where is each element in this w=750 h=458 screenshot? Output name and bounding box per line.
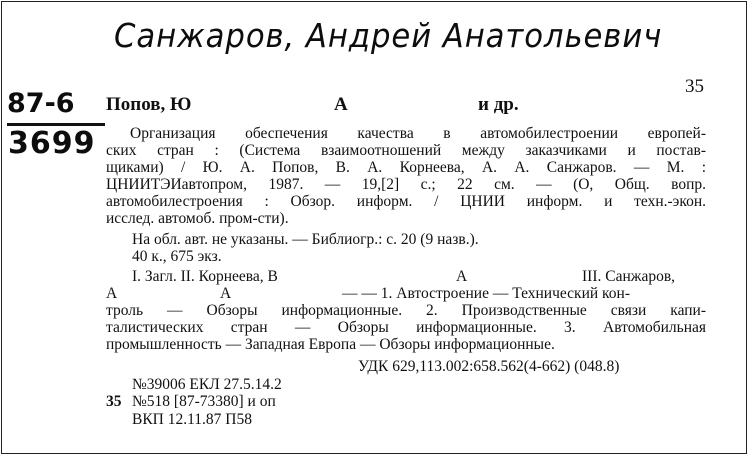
body-line: исслед. автомоб. пром-сти). — [106, 210, 289, 227]
handwritten-code-top: 87-6 — [7, 88, 75, 119]
catalog-card — [1, 1, 747, 454]
heading-initial: А — [334, 94, 348, 115]
heading-author: Попов, Ю — [106, 94, 192, 115]
subject-line: промышленность — Западная Европа — Обзоры информационные. — [106, 336, 555, 353]
body-line: автомобилестроения : Обзор. информ. / ЦНИИ информ. и техн.-экон. — [106, 193, 706, 210]
handwritten-code-bottom: 3699 — [8, 126, 96, 161]
registry-line: №518 [87-73380] и оп — [132, 393, 276, 410]
subject-line: А — [106, 285, 118, 302]
subject-line: А — [456, 268, 468, 285]
udc-code: УДК 629,113.002:658.562(4-662) (048.8) — [358, 358, 620, 375]
page-number: 35 — [685, 76, 704, 97]
registry-number: 35 — [106, 393, 122, 410]
note-line: На обл. авт. не указаны. — Библиогр.: с. 20 (9 назв.). — [132, 231, 479, 248]
subject-line: I. Загл. II. Корнеева, В — [132, 268, 278, 285]
subject-line: троль — Обзоры информационные. 2. Производственные связи капи- — [106, 302, 706, 319]
handwritten-name: Санжаров, Андрей Анатольевич — [114, 16, 663, 55]
subject-line: — — 1. Автостроение — Технический кон- — [342, 285, 630, 302]
body-line: ских стран : (Система взаимоотношений между заказчиками и постав- — [106, 142, 706, 159]
note-line: 40 к., 675 экз. — [132, 248, 222, 265]
subject-line: талистических стран — Обзоры информационные. 3. Автомобильная — [106, 319, 706, 336]
registry-line: ВКП 12.11.87 П58 — [132, 411, 252, 428]
heading-et-al: и др. — [478, 94, 519, 115]
subject-line: III. Санжаров, — [582, 268, 676, 285]
body-line: Организация обеспечения качества в автомобилестроении европей- — [130, 125, 706, 142]
subject-line: А — [220, 285, 232, 302]
body-line: ЦНИИТЭИавтопром, 1987. — 19,[2] с.; 22 см. — (О, Общ. вопр. — [106, 176, 706, 193]
body-line: щиками) / Ю. А. Попов, В. А. Корнеева, А. А. Санжаров. — М. : — [106, 159, 706, 176]
registry-line: №39006 ЕКЛ 27.5.14.2 — [132, 376, 282, 393]
